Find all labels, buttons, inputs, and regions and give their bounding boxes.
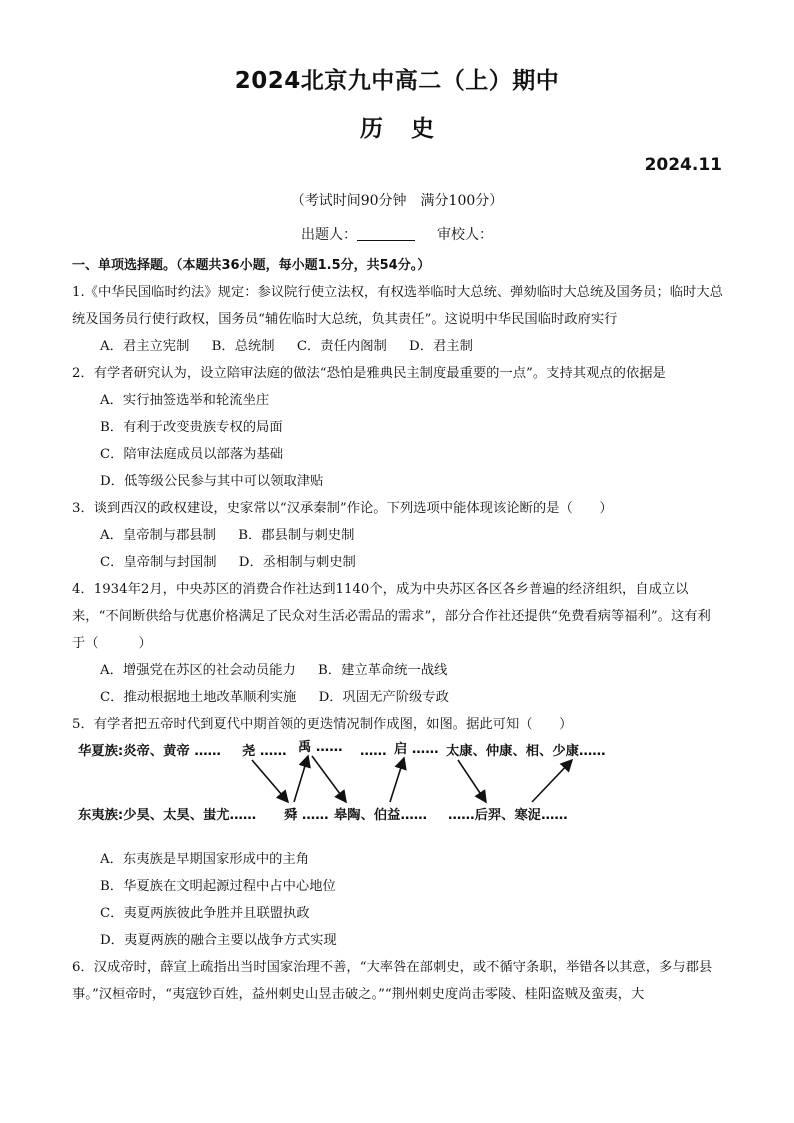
arrow-shun-yu bbox=[294, 756, 308, 802]
succession-arrows bbox=[72, 738, 724, 846]
question-2: 2．有学者研究认为，设立陪审法庭的做法“恐怕是雅典民主制度最重要的一点”。支持其观点的依据是 bbox=[72, 366, 666, 381]
exam-authors bbox=[0, 224, 794, 244]
arrow-yu-gaotao bbox=[312, 756, 346, 802]
question-4-options-row1 bbox=[72, 657, 724, 684]
huaxia-prefix: 华夏族:炎帝、黄帝 …… bbox=[78, 744, 221, 759]
question-3-options-row2 bbox=[72, 549, 724, 576]
exam-title: 2024北京九中高二（上）期中 bbox=[234, 68, 560, 94]
dongyi-prefix: 东夷族:少昊、太昊、蚩尤…… bbox=[78, 808, 257, 823]
huaxia-kings: 太康、仲康、相、少康…… bbox=[446, 744, 606, 759]
option: B．郡县制与刺史制 bbox=[238, 528, 355, 543]
option: C．推动根据地土地改革顺利实施 bbox=[100, 690, 297, 705]
option: D．夷夏两族的融合主要以战争方式实现 bbox=[100, 933, 337, 948]
exam-info: （考试时间90分钟 满分100分） bbox=[290, 193, 504, 209]
option: A．皇帝制与郡县制 bbox=[100, 528, 216, 543]
huaxia-qi: 启 …… bbox=[394, 742, 439, 757]
arrow-yao-shun bbox=[252, 760, 288, 802]
huaxia-yu: 禹 …… bbox=[298, 740, 343, 755]
huaxia-dots: …… bbox=[360, 744, 387, 759]
option: B．有利于改变贵族专权的局面 bbox=[100, 420, 283, 435]
option: B．华夏族在文明起源过程中占中心地位 bbox=[100, 879, 336, 894]
option: C．夷夏两族彼此争胜并且联盟执政 bbox=[100, 906, 310, 921]
option: C．责任内阁制 bbox=[296, 339, 387, 354]
dongyi-gaotao: 皋陶、伯益…… bbox=[334, 808, 428, 823]
exam-date: 2024.11 bbox=[644, 155, 722, 175]
author-label: 出题人： bbox=[301, 227, 357, 243]
option: B．建立革命统一战线 bbox=[318, 663, 448, 678]
exam-content bbox=[72, 252, 724, 1008]
option: A．增强党在苏区的社会动员能力 bbox=[100, 663, 296, 678]
question-3: 3．谈到西汉的政权建设，史家常以“汉承秦制”作论。下列选项中能体现该论断的是（ ） bbox=[72, 501, 613, 516]
dongyi-yi: ……后羿、寒浞…… bbox=[448, 808, 568, 823]
huaxia-yao: 尧 …… bbox=[242, 744, 287, 759]
question-1-options bbox=[72, 333, 724, 360]
option: C．陪审法庭成员以部落为基础 bbox=[100, 447, 284, 462]
subject-title: 历史 bbox=[360, 116, 462, 142]
section-heading: 一、单项选择题。（本题共36小题，每小题1.5分，共54分。） bbox=[72, 258, 431, 273]
arrow-gaotao-qi bbox=[390, 758, 404, 802]
question-4: 4．1934年2月，中央苏区的消费合作社达到1140个，成为中央苏区各区各乡普遍的经济组织，自成立以来，“不间断供给与优惠价格满足了民众对生活必需品的需求”，部分合作社还提供“免费看病等福利”。这有利于（ ） bbox=[72, 582, 711, 651]
option: D．低等级公民参与其中可以领取津贴 bbox=[100, 474, 324, 489]
dongyi-shun: 舜 …… bbox=[284, 808, 329, 823]
arrow-kings-yi bbox=[458, 760, 486, 802]
question-4-options-row2 bbox=[72, 684, 724, 711]
question-1: 1.《中华民国临时约法》规定：参议院行使立法权，有权选举临时大总统、弹劾临时大总统及国务员；临时大总统及国务员行使行政权，国务员“辅佐临时大总统，负其责任”。这说明中华民国临时政府实行 bbox=[72, 285, 723, 327]
option: D．丞相制与刺史制 bbox=[238, 555, 356, 570]
arrow-yi-shaokang bbox=[532, 760, 572, 802]
option: C．皇帝制与封国制 bbox=[100, 555, 217, 570]
option: D．巩固无产阶级专政 bbox=[318, 690, 449, 705]
reviewer-label: 审校人： bbox=[437, 227, 493, 243]
question-3-options-row1 bbox=[72, 522, 724, 549]
option: A．君主立宪制 bbox=[100, 339, 190, 354]
succession-diagram bbox=[72, 738, 724, 846]
option: D．君主制 bbox=[409, 339, 473, 354]
option: B．总统制 bbox=[211, 339, 275, 354]
question-5: 5．有学者把五帝时代到夏代中期首领的更迭情况制作成图，如图。据此可知（ ） bbox=[72, 717, 573, 732]
option: A．东夷族是早期国家形成中的主角 bbox=[100, 852, 310, 867]
question-6: 6．汉成帝时，薛宣上疏指出当时国家治理不善，“大率咎在部刺史，或不循守条职，举错各以其意，多与郡县事。”汉桓帝时，“夷寇钞百姓，益州刺史山昱击破之。”“荆州刺史度尚击零陵、桂阳盗贼及蛮夷，大 bbox=[72, 960, 713, 1002]
option: A．实行抽签选举和轮流坐庄 bbox=[100, 393, 270, 408]
author-blank bbox=[357, 226, 415, 241]
